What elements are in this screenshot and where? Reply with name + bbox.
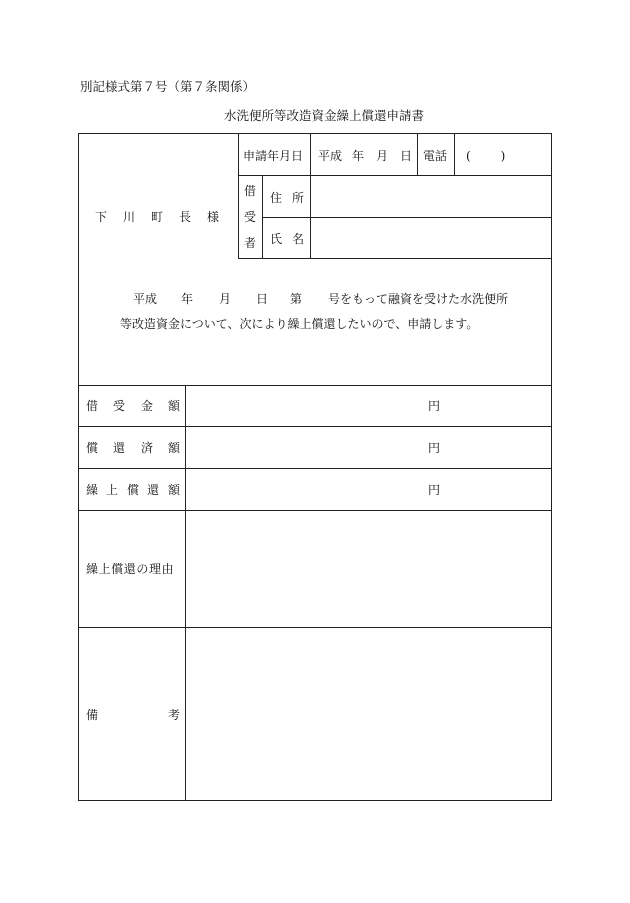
address-label-2: 所	[292, 191, 305, 205]
name-label-2: 名	[292, 232, 305, 246]
borrowed-amount-label-1: 借	[86, 399, 99, 413]
lower-line-4	[78, 510, 552, 511]
statement-era: 平成	[133, 292, 158, 306]
borrower-divider	[262, 175, 263, 259]
early-repayment-label-5: 額	[168, 483, 181, 497]
phone-divider	[454, 133, 455, 175]
statement-month: 月	[219, 292, 232, 306]
top-line-bottom	[238, 258, 552, 259]
borrower-label-1: 借	[244, 184, 257, 198]
addressee-3: 町	[151, 210, 164, 224]
form-number: 別記様式第７号（第７条関係）	[80, 79, 256, 94]
name-label-1: 氏	[270, 232, 283, 246]
early-repayment-label-4: 還	[147, 483, 160, 497]
form-title: 水洗便所等改造資金繰上償還申請書	[224, 108, 425, 123]
statement-no: 第	[290, 292, 303, 306]
statement-day: 日	[256, 292, 269, 306]
borrower-label-2: 受	[244, 210, 257, 224]
lower-line-3	[78, 468, 552, 469]
lower-line-1	[78, 385, 552, 386]
date-year: 年	[352, 149, 365, 163]
address-field[interactable]	[312, 177, 550, 215]
repaid-amount-label-2: 還	[113, 441, 126, 455]
remarks-field[interactable]	[188, 630, 550, 799]
lower-line-5	[78, 627, 552, 628]
early-repayment-label-3: 償	[127, 483, 140, 497]
date-day: 日	[400, 149, 413, 163]
date-divider	[417, 133, 418, 175]
repaid-amount-label-1: 償	[86, 441, 99, 455]
date-month: 月	[376, 149, 389, 163]
top-divider-left	[238, 133, 239, 259]
top-line-address	[262, 217, 552, 218]
early-repayment-label-2: 上	[106, 483, 119, 497]
reason-label: 繰上償還の理由	[86, 562, 175, 576]
early-repayment-field[interactable]	[188, 471, 423, 508]
phone-label: 電話	[423, 149, 448, 163]
borrowed-amount-label-3: 金	[141, 399, 154, 413]
repaid-amount-label-4: 額	[168, 441, 181, 455]
reason-field[interactable]	[188, 513, 550, 625]
label-divider-a	[310, 133, 311, 259]
date-era: 平成	[318, 149, 343, 163]
repaid-amount-label-3: 済	[141, 441, 154, 455]
borrowed-amount-label-2: 受	[113, 399, 126, 413]
lower-line-2	[78, 426, 552, 427]
remarks-label-1: 備	[86, 708, 99, 722]
lower-label-divider	[185, 385, 186, 801]
addressee-2: 川	[123, 210, 136, 224]
statement-line2: 等改造資金について、次により繰上償還したいので、申請します。	[120, 317, 479, 331]
name-field[interactable]	[312, 219, 550, 257]
application-date-label: 申請年月日	[243, 149, 304, 163]
statement-line1-rest: 号をもって融資を受けた水洗便所	[328, 292, 509, 306]
repaid-amount-field[interactable]	[188, 429, 423, 466]
addressee-4: 長	[179, 210, 192, 224]
borrowed-amount-field[interactable]	[188, 388, 423, 424]
addressee-5: 様	[207, 210, 220, 224]
remarks-label-2: 考	[168, 708, 181, 722]
early-repayment-label-1: 繰	[86, 483, 99, 497]
phone-value[interactable]: ( )	[466, 149, 508, 163]
top-line-date	[238, 175, 552, 176]
borrowed-amount-label-4: 額	[168, 399, 181, 413]
early-repayment-unit: 円	[428, 483, 441, 497]
repaid-amount-unit: 円	[428, 441, 441, 455]
borrowed-amount-unit: 円	[428, 399, 441, 413]
addressee-1: 下	[95, 210, 108, 224]
address-label-1: 住	[270, 191, 283, 205]
statement-year: 年	[181, 292, 194, 306]
borrower-label-3: 者	[244, 236, 257, 250]
